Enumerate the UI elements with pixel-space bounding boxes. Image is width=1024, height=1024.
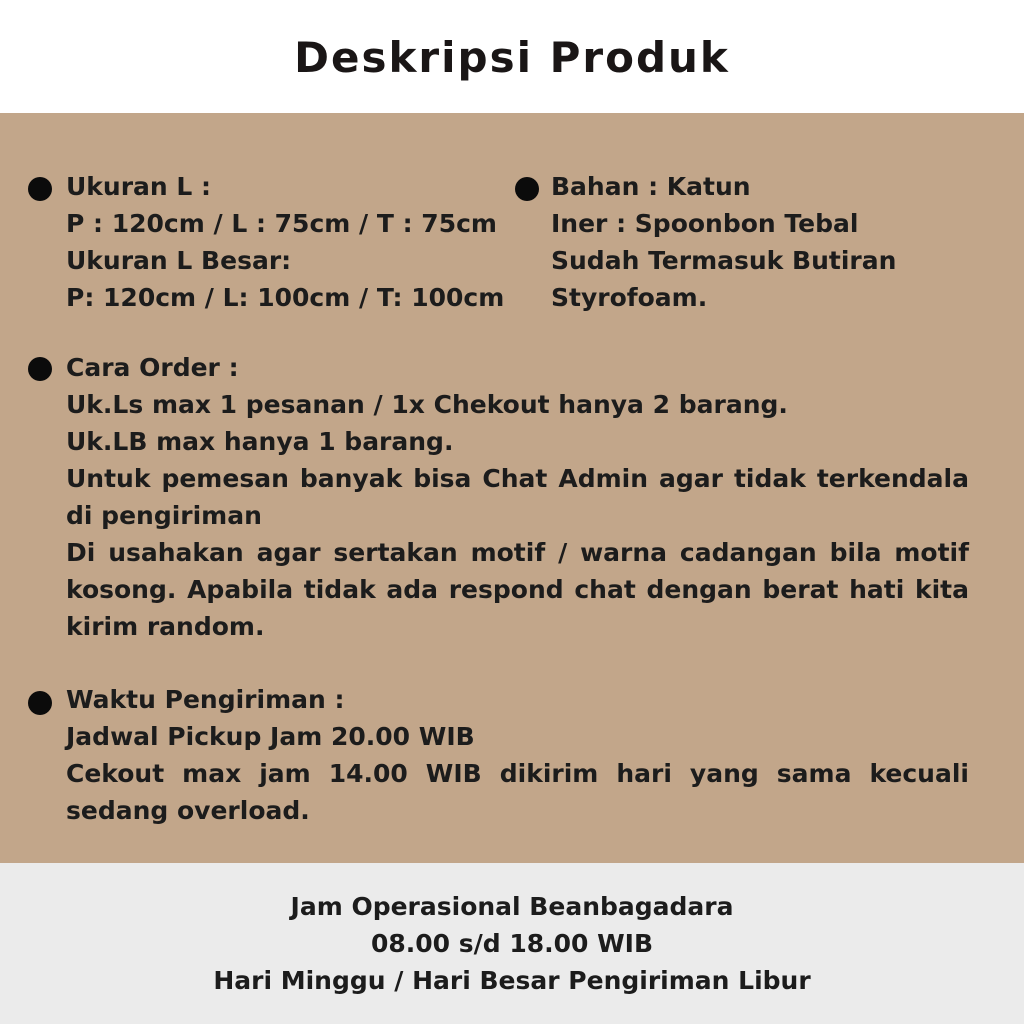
- size-heading: Ukuran L :: [66, 172, 212, 201]
- operating-hours-title: Jam Operasional Beanbagadara: [290, 892, 734, 921]
- header: [0, 0, 1024, 113]
- order-rule-ls: Uk.Ls max 1 pesanan / 1x Chekout hanya 2 barang.: [66, 390, 788, 419]
- inner-line: Iner : Spoonbon Tebal: [551, 209, 859, 238]
- content-panel: [0, 113, 1024, 863]
- order-bulk-note: Untuk pemesan banyak bisa Chat Admin agar tidak terkendala di pengiriman: [66, 464, 969, 530]
- holiday-note: Hari Minggu / Hari Besar Pengiriman Libur: [213, 966, 811, 995]
- filling-line: Sudah Termasuk Butiran: [551, 246, 897, 275]
- order-rule-lb: Uk.LB max hanya 1 barang.: [66, 427, 454, 456]
- material-section: [551, 168, 896, 316]
- bullet-dot-icon: [515, 177, 539, 201]
- size-l-dimensions: P : 120cm / L : 75cm / T : 75cm: [66, 209, 497, 238]
- shipping-section: [66, 681, 969, 829]
- bullet-dot-icon: [28, 357, 52, 381]
- checkout-cutoff-note: Cekout max jam 14.00 WIB dikirim hari yang sama kecuali sedang overload.: [66, 759, 969, 825]
- page-title: Deskripsi Produk: [294, 33, 730, 82]
- pickup-schedule: Jadwal Pickup Jam 20.00 WIB: [66, 722, 475, 751]
- size-section: [66, 168, 504, 316]
- filling-line-cont: Styrofoam.: [551, 283, 708, 312]
- bullet-dot-icon: [28, 691, 52, 715]
- shipping-heading: Waktu Pengiriman :: [66, 685, 345, 714]
- material-line: Bahan : Katun: [551, 172, 751, 201]
- footer: [0, 863, 1024, 1024]
- order-motif-note: Di usahakan agar sertakan motif / warna cadangan bila motif kosong. Apabila tidak ada respond chat dengan berat hati kita kirim random.: [66, 538, 969, 641]
- order-heading: Cara Order :: [66, 353, 239, 382]
- size-lb-dimensions: P: 120cm / L: 100cm / T: 100cm: [66, 283, 505, 312]
- order-section: [66, 349, 969, 645]
- size-lb-heading: Ukuran L Besar:: [66, 246, 292, 275]
- operating-hours-time: 08.00 s/d 18.00 WIB: [370, 929, 654, 958]
- bullet-dot-icon: [28, 177, 52, 201]
